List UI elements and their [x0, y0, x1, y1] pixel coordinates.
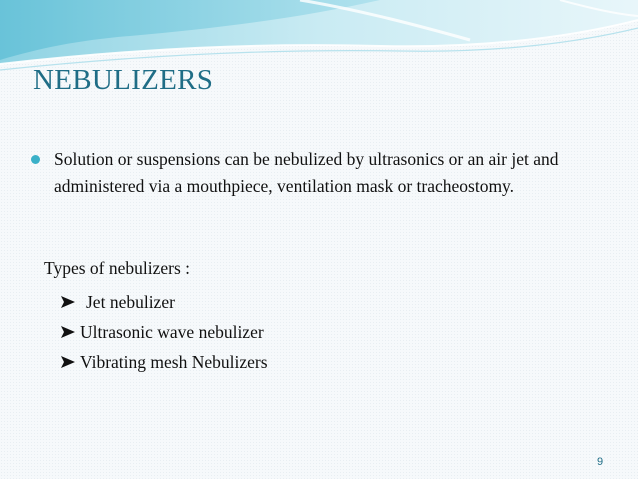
bullet-text: Solution or suspensions can be nebulized by ultrasonics or an air jet and administered via a mouthpiece, ventilation mask or tracheostomy. — [54, 149, 559, 196]
list-item-label: Vibrating mesh Nebulizers — [80, 351, 268, 372]
slide-title: NEBULIZERS — [33, 64, 214, 96]
bullet-item — [16, 146, 616, 200]
bullet-list — [16, 146, 616, 200]
arrow-bullet-icon — [60, 295, 76, 309]
list-item-label: Jet nebulizer — [86, 291, 175, 312]
page-number: 9 — [597, 456, 604, 468]
list-item — [60, 287, 268, 317]
list-item — [60, 317, 268, 347]
nebulizer-types-list — [60, 287, 268, 377]
circle-bullet-icon — [31, 155, 40, 164]
list-item — [60, 347, 268, 377]
arrow-bullet-icon — [60, 355, 76, 369]
arrow-bullet-icon — [60, 325, 76, 339]
types-label: Types of nebulizers : — [44, 258, 191, 278]
list-item-label: Ultrasonic wave nebulizer — [80, 321, 264, 342]
